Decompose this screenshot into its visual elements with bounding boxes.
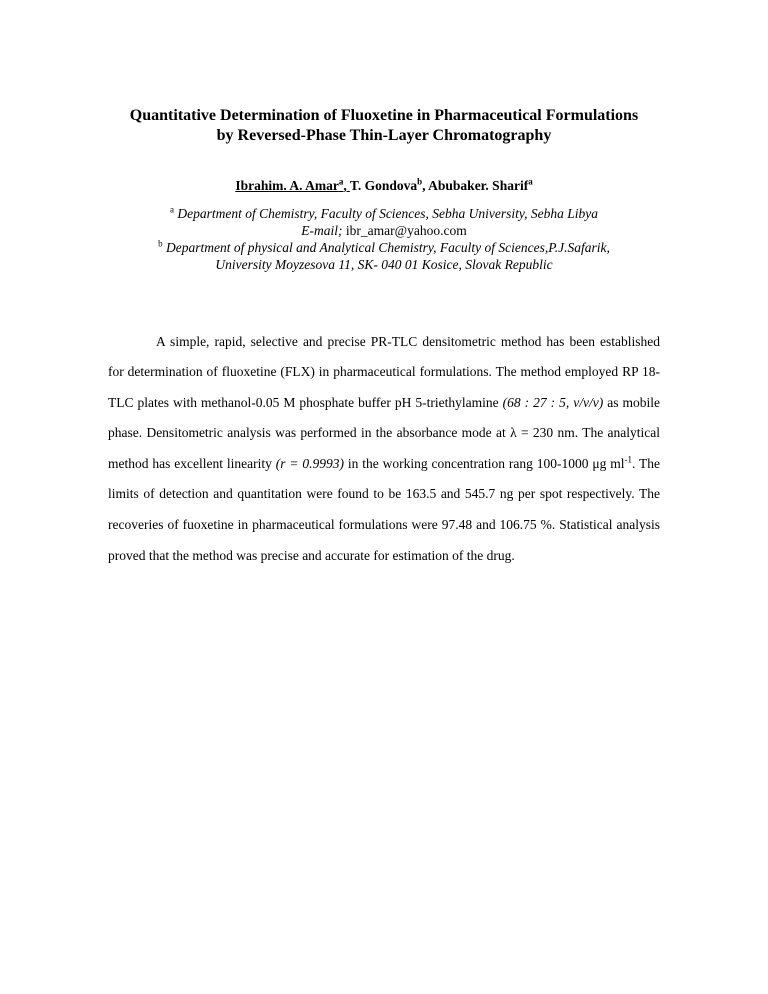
email-address: ibr_amar@yahoo.com [342, 223, 467, 238]
affiliation-a [0, 205, 768, 239]
author-2-name: T. Gondova [349, 178, 418, 193]
mobile-phase-ratio: (68 : 27 : 5, v/v/v) [502, 394, 604, 410]
email-label: E-mail; [301, 223, 343, 238]
abstract-text-3: in the working concentration rang 100-1000 μg ml [343, 455, 625, 471]
affiliation-b-text-1: Department of physical and Analytical Chemistry, Faculty of Sciences,P.J.Safarik, [162, 240, 610, 255]
affiliation-a-text: Department of Chemistry, Faculty of Sciences, Sebha University, Sebha Libya [173, 206, 599, 221]
linearity-value: (r = 0.9993) [275, 455, 344, 471]
author-1-name: Ibrahim. A. Amar [235, 178, 339, 193]
author-list [0, 177, 768, 195]
author-separator: , [422, 178, 429, 193]
author-1-affiliation-mark: a [338, 176, 344, 187]
paper-title [0, 106, 768, 146]
title-line-2: by Reversed-Phase Thin-Layer Chromatography [216, 127, 552, 144]
title-line-1: Quantitative Determination of Fluoxetine in Pharmaceutical Formulations [129, 107, 639, 124]
affiliation-b-text-2: University Moyzesova 11, SK- 040 01 Kosice, Slovak Republic [215, 257, 553, 272]
abstract-text-4: . The limits of detection and quantitation were found to be 163.5 and 545.7 ng per spot respectively. The recoveries of fuoxetine in pharmaceutical formulations were 97.48 and 106.75 %. Statistical analysis proved that the method was precise and accurate for estimation of the drug. [108, 455, 660, 563]
unit-exponent: -1 [624, 454, 632, 465]
affiliation-b [0, 239, 768, 273]
author-separator: , [343, 178, 350, 193]
affiliation-a-mark: a [169, 204, 174, 215]
abstract-paragraph [108, 327, 660, 572]
abstract-text-2: as mobile phase. Densitometric analysis was performed in the absorbance mode at λ = 230 nm. The analytical method has excellent linearity [108, 394, 660, 471]
author-2-affiliation-mark: b [417, 176, 423, 187]
author-3-name: Abubaker. Sharif [428, 178, 529, 193]
affiliation-b-mark: b [158, 238, 163, 249]
abstract-text-1: A simple, rapid, selective and precise PR-TLC densitometric method has been established for determination of fluoxetine (FLX) in pharmaceutical formulations. The method employed RP 18-TLC plates with methanol-0.05 M phosphate buffer pH 5-triethylamine [108, 333, 660, 410]
author-3-affiliation-mark: a [528, 176, 533, 187]
author-1 [235, 178, 350, 193]
